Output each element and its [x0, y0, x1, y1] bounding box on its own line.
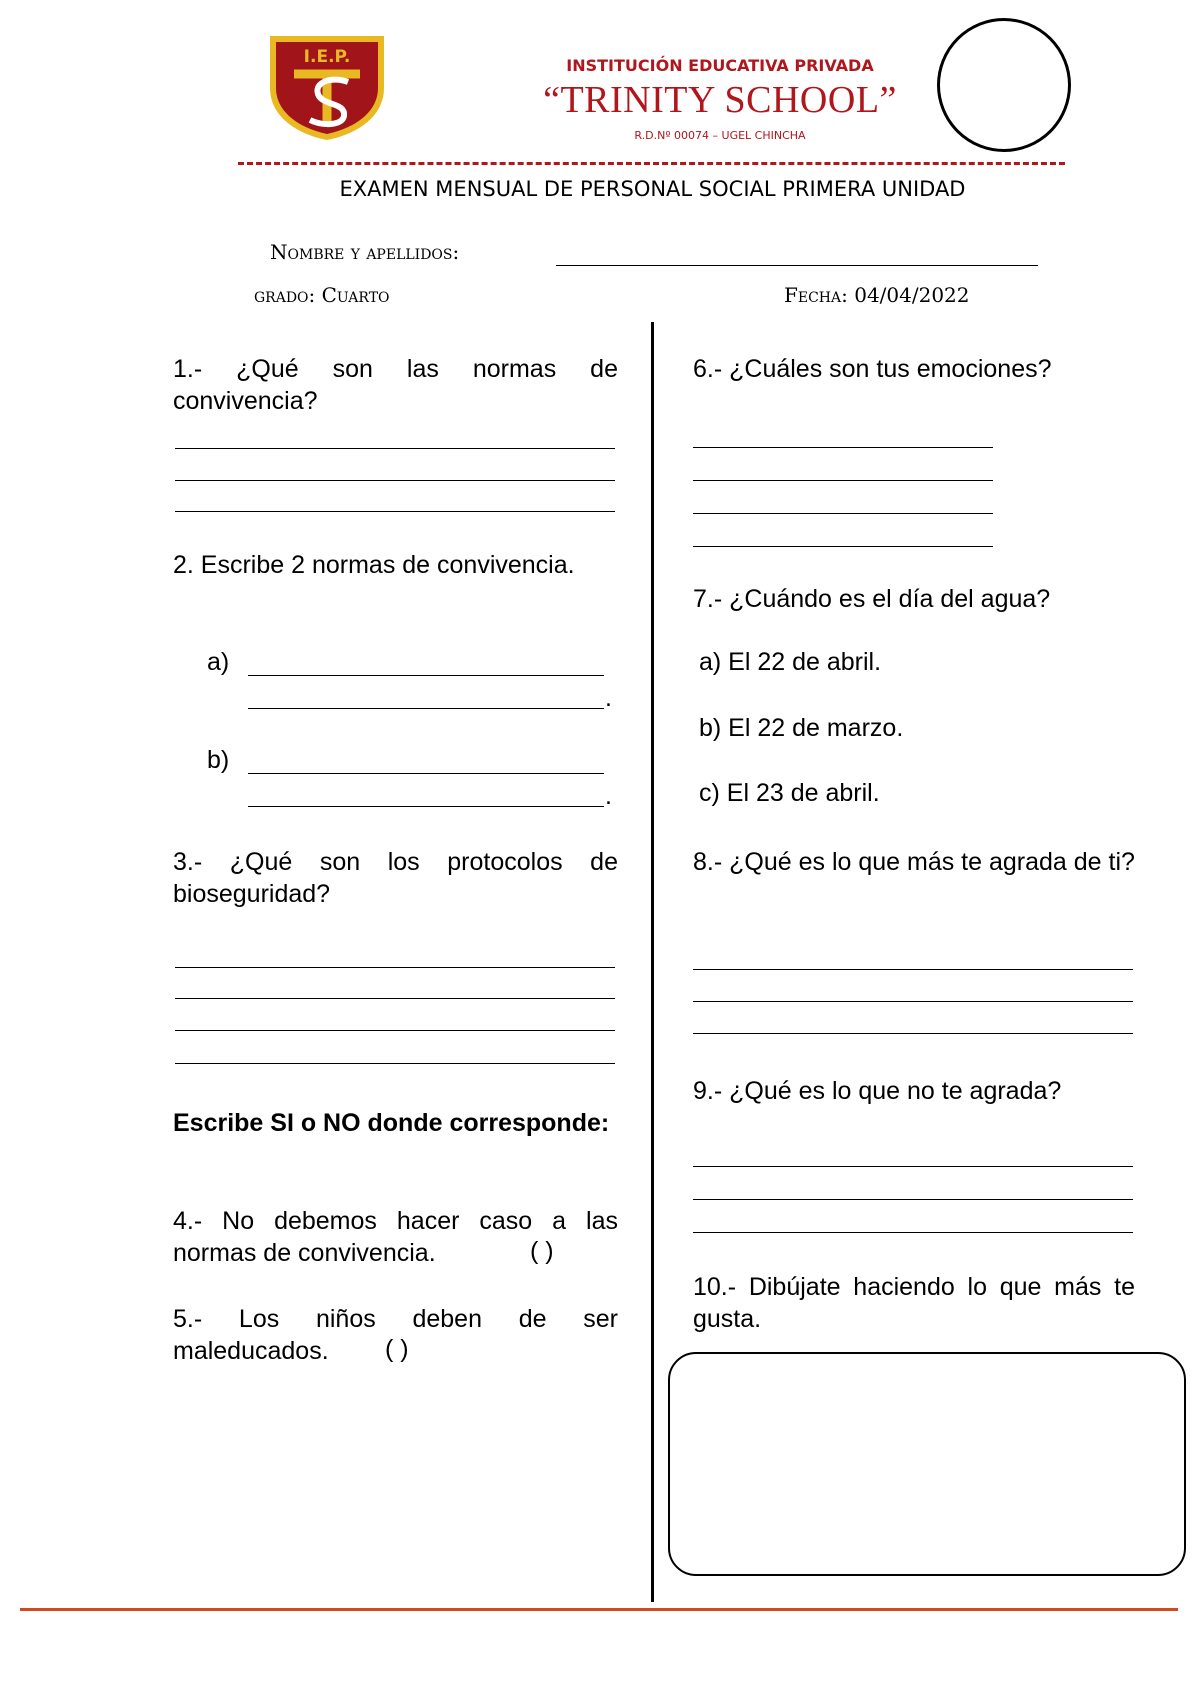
logo-text: I.E.P.	[303, 47, 351, 67]
question-5: 5.- Los niños deben de ser maleducados.	[173, 1305, 618, 1365]
answer-line[interactable]	[248, 773, 604, 774]
grade-label: grado: Cuarto	[254, 283, 390, 307]
exam-title: EXAMEN MENSUAL DE PERSONAL SOCIAL PRIMERA UNIDAD	[339, 177, 966, 201]
answer-line[interactable]	[175, 1063, 615, 1064]
option-a-label: a)	[207, 648, 230, 676]
question-3: 3.- ¿Qué son los protocolos de bioseguridad?	[173, 848, 618, 908]
question-6: 6.- ¿Cuáles son tus emociones?	[693, 355, 1052, 383]
answer-line[interactable]	[693, 1001, 1133, 1002]
period: .	[605, 782, 612, 810]
answer-line[interactable]	[175, 448, 615, 449]
answer-line[interactable]	[248, 806, 604, 807]
answer-line[interactable]	[175, 480, 615, 481]
drawing-box[interactable]	[668, 1352, 1186, 1576]
answer-line[interactable]	[175, 511, 615, 512]
option-c: c) El 23 de abril.	[699, 779, 880, 807]
answer-line[interactable]	[693, 969, 1133, 970]
institution-label: INSTITUCIÓN EDUCATIVA PRIVADA	[566, 56, 874, 75]
option-b-label: b)	[207, 746, 230, 774]
answer-line[interactable]	[693, 447, 993, 448]
footer-rule	[20, 1608, 1178, 1611]
period: .	[605, 684, 612, 712]
name-label: Nombre y apellidos:	[270, 240, 460, 264]
answer-line[interactable]	[175, 1030, 615, 1031]
column-divider	[651, 322, 654, 1602]
photo-circle	[937, 18, 1071, 152]
answer-line[interactable]	[248, 675, 604, 676]
question-2: 2. Escribe 2 normas de convivencia.	[173, 551, 575, 579]
question-9: 9.- ¿Qué es lo que no te agrada?	[693, 1077, 1062, 1105]
name-field-line[interactable]	[556, 265, 1038, 266]
question-7: 7.- ¿Cuándo es el día del agua?	[693, 585, 1051, 613]
option-b: b) El 22 de marzo.	[699, 714, 904, 742]
header-divider	[238, 162, 1065, 165]
answer-parenthesis[interactable]: ( )	[385, 1335, 409, 1363]
question-8: 8.- ¿Qué es lo que más te agrada de ti?	[693, 848, 1135, 876]
question-4: 4.- No debemos hacer caso a las normas de convivencia.	[173, 1207, 618, 1267]
answer-line[interactable]	[693, 1199, 1133, 1200]
si-no-instruction: Escribe SI o NO donde corresponde:	[173, 1109, 610, 1137]
rdn-code: R.D.Nº 00074 – UGEL CHINCHA	[634, 129, 806, 142]
question-10: 10.- Dibújate haciendo lo que más te gusta.	[693, 1273, 1135, 1333]
answer-line[interactable]	[693, 546, 993, 547]
date-label: Fecha: 04/04/2022	[784, 283, 970, 307]
answer-line[interactable]	[175, 967, 615, 968]
school-name: “TRINITY SCHOOL”	[543, 79, 897, 121]
option-a: a) El 22 de abril.	[699, 648, 882, 676]
answer-line[interactable]	[693, 1166, 1133, 1167]
answer-line[interactable]	[175, 998, 615, 999]
answer-line[interactable]	[248, 708, 604, 709]
answer-line[interactable]	[693, 1033, 1133, 1034]
answer-parenthesis[interactable]: ( )	[530, 1237, 554, 1265]
answer-line[interactable]	[693, 1232, 1133, 1233]
question-1: 1.- ¿Qué son las normas de convivencia?	[173, 355, 618, 415]
answer-line[interactable]	[693, 480, 993, 481]
answer-line[interactable]	[693, 513, 993, 514]
